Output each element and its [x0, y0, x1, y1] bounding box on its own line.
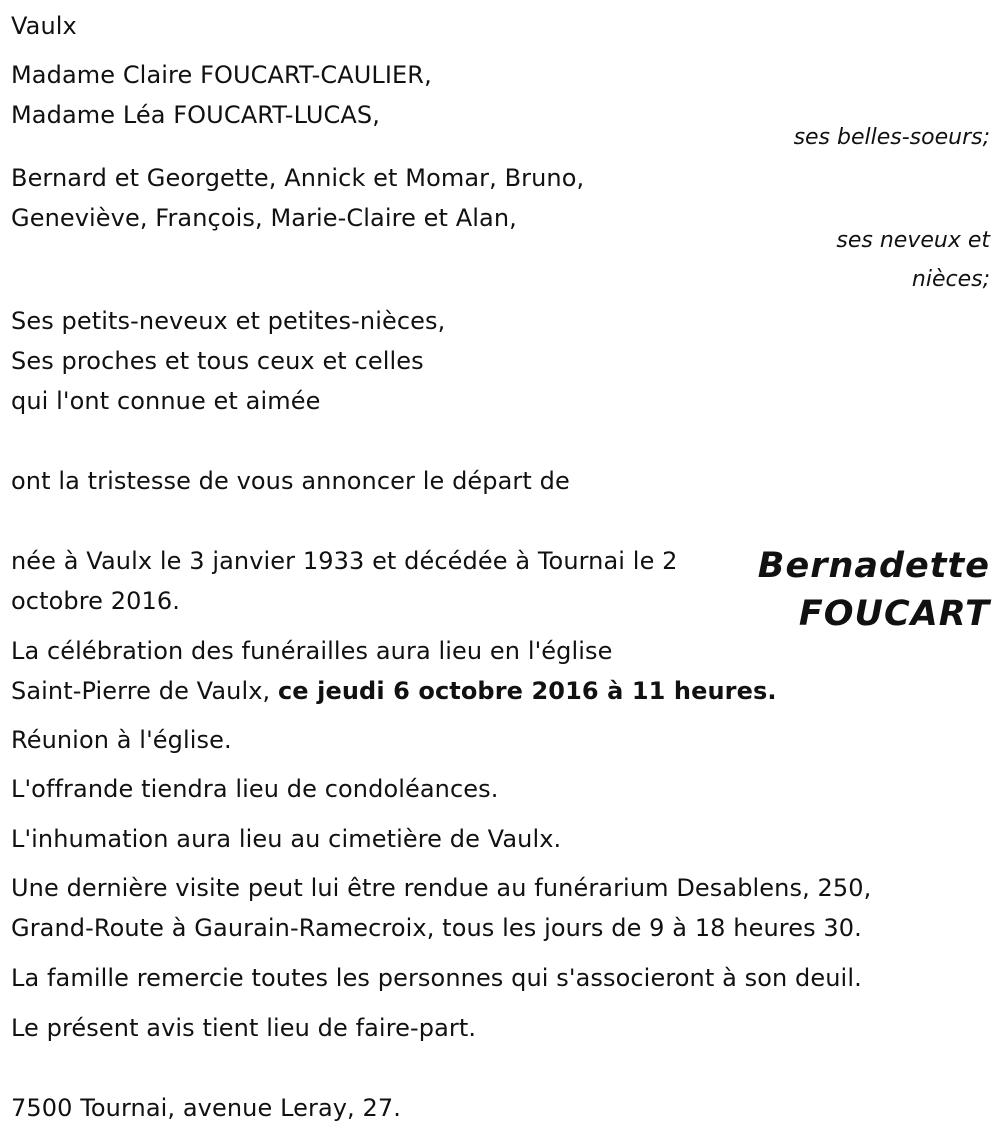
deceased-first-name: Bernadette — [757, 546, 990, 586]
place: Vaulx — [11, 12, 77, 40]
relation-nephews-1: ses neveux et — [836, 228, 990, 253]
others-line-1: Ses petits-neveux et petites-nièces, — [11, 307, 446, 335]
others-line-2: Ses proches et tous ceux et celles — [11, 347, 424, 375]
announcement: ont la tristesse de vous annoncer le départ de — [11, 467, 570, 495]
deceased-name — [758, 542, 990, 638]
birth-death-line-2: octobre 2016. — [11, 587, 180, 615]
thanks: La famille remercie toutes les personnes qui s'associeront à son deuil. — [11, 964, 862, 992]
offering: L'offrande tiendra lieu de condoléances. — [11, 775, 499, 803]
funeral-location: Saint-Pierre de Vaulx, — [11, 677, 278, 705]
sister-in-law-2: Madame Léa FOUCART-LUCAS, — [11, 101, 380, 129]
burial: L'inhumation aura lieu au cimetière de Vaulx. — [11, 825, 562, 853]
funeral-date-time: ce jeudi 6 octobre 2016 à 11 heures. — [277, 677, 777, 705]
nephews-line-2: Geneviève, François, Marie-Claire et Alan, — [11, 204, 517, 232]
deceased-last-name: FOUCART — [798, 594, 990, 634]
notice: Le présent avis tient lieu de faire-part. — [11, 1014, 477, 1042]
others-line-3: qui l'ont connue et aimée — [11, 387, 321, 415]
meeting: Réunion à l'église. — [11, 726, 232, 754]
visit-line-2: Grand-Route à Gaurain-Ramecroix, tous les jours de 9 à 18 heures 30. — [11, 914, 862, 942]
relation-sisters-in-law: ses belles-soeurs; — [793, 125, 990, 150]
visit-line-1: Une dernière visite peut lui être rendue au funérarium Desablens, 250, — [11, 874, 872, 902]
birth-death-line-1: née à Vaulx le 3 janvier 1933 et décédée à Tournai le 2 — [11, 547, 678, 575]
funeral-line-1: La célébration des funérailles aura lieu en l'église — [11, 637, 613, 665]
nephews-line-1: Bernard et Georgette, Annick et Momar, Bruno, — [11, 164, 585, 192]
relation-nephews-2: nièces; — [911, 267, 990, 292]
address: 7500 Tournai, avenue Leray, 27. — [11, 1094, 401, 1122]
sister-in-law-1: Madame Claire FOUCART-CAULIER, — [11, 61, 432, 89]
funeral-line-2 — [11, 677, 777, 705]
